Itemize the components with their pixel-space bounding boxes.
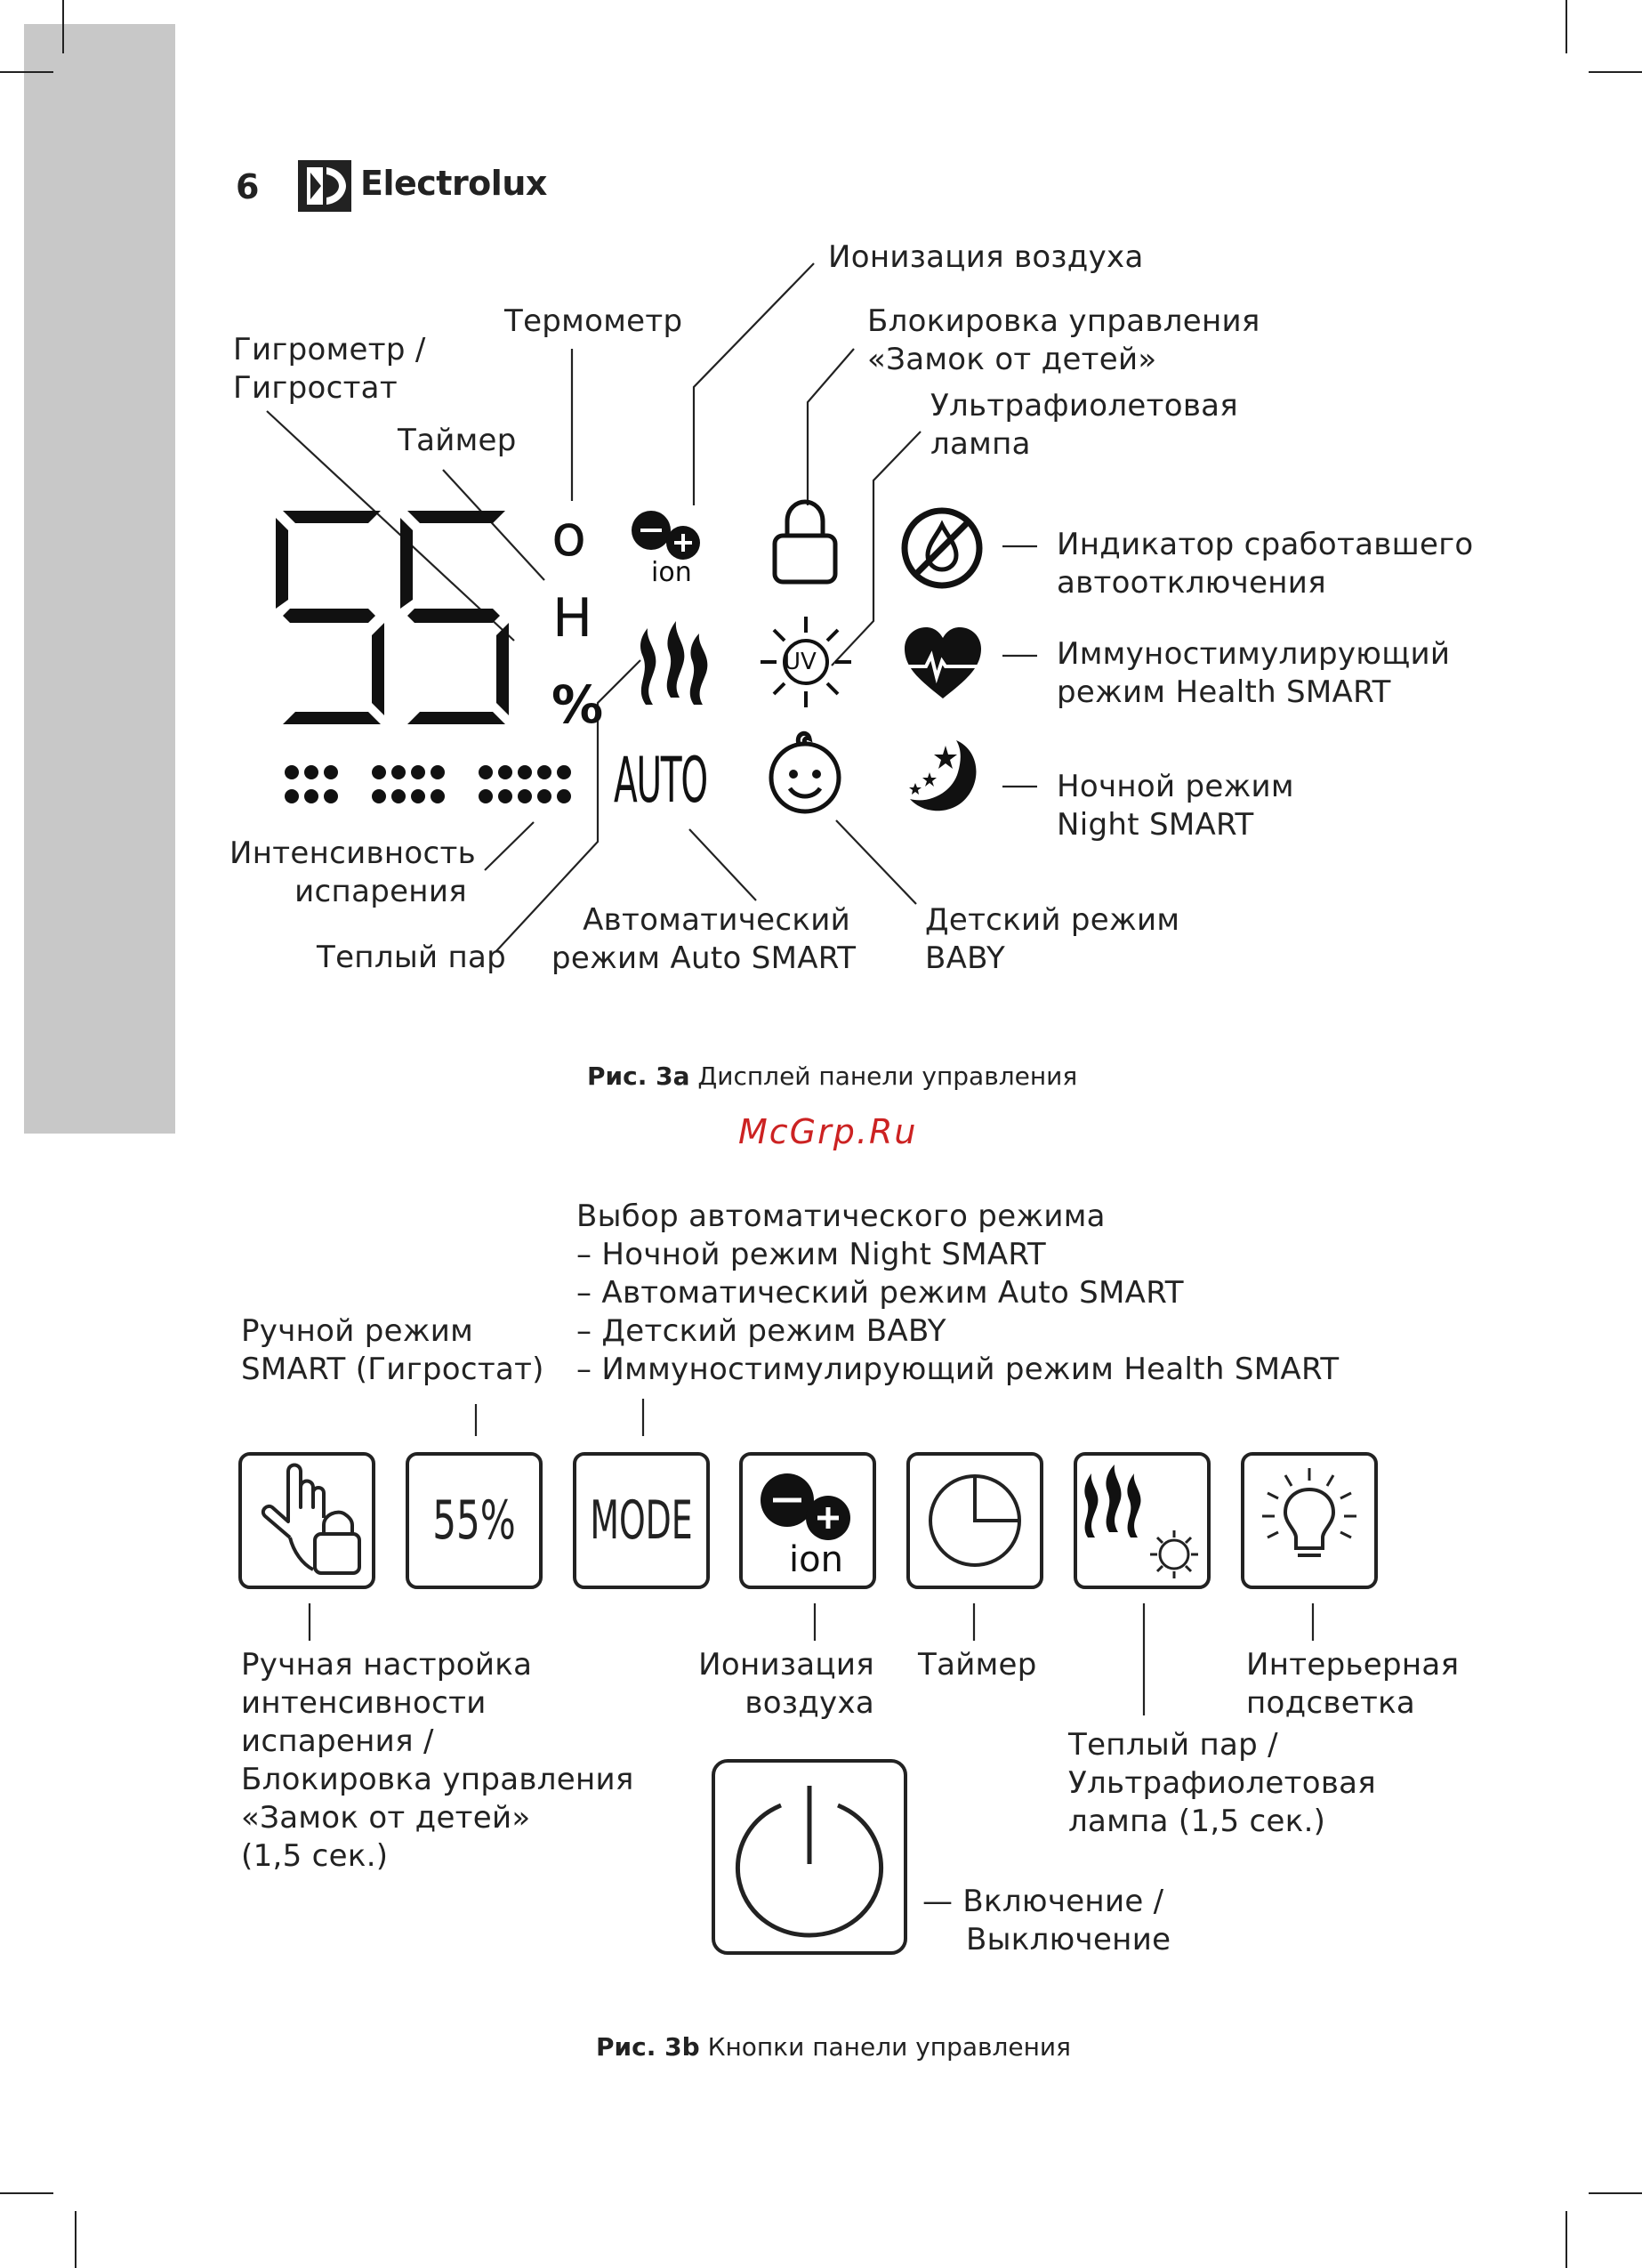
label-auto-off: Индикатор сработавшего автоотключения [1057, 527, 1474, 601]
steam-sun-icon [1074, 1452, 1211, 1589]
hand-lock-icon [238, 1452, 375, 1589]
brand-name: Electrolux [360, 164, 547, 203]
light-button[interactable] [1241, 1452, 1378, 1589]
label-baby: Детский режим BABY [925, 902, 1180, 976]
label-light: Интерьерная подсветка [1246, 1647, 1460, 1721]
label-timer: Таймер [398, 423, 517, 458]
lcd-unit-degree: o [551, 504, 587, 569]
manual-lock-button[interactable] [238, 1452, 375, 1589]
label-ionization: Ионизация воздуха [828, 239, 1144, 275]
label-health: Иммуностимулирующий режим Health SMART [1057, 636, 1451, 710]
label-manual-setting: Ручная настройка интенсивности испарения / Блокировка управления «Замок от детей» (1,5 сек.) [241, 1647, 634, 1874]
label-warm-uv: Теплый пар / Ультрафиолетовая лампа (1,5 сек.) [1068, 1727, 1377, 1839]
ion-button[interactable] [739, 1452, 876, 1589]
fig3a-caption: Рис. 3a Дисплей панели управления [587, 1061, 1078, 1091]
label-thermometer: Термометр [504, 303, 683, 339]
lcd-auto: AUTO [614, 744, 707, 817]
power-button[interactable] [712, 1759, 907, 1955]
label-power: — Включение / Выключение [922, 1884, 1171, 1957]
label-mode-select: Выбор автоматического режима – Ночной режим Night SMART – Автоматический режим Auto SMART – Детский режим BABY – Иммуностимулирующий режим Health SMART [576, 1199, 1340, 1387]
label-lock: Блокировка управления «Замок от детей» [867, 303, 1260, 377]
ion-display-label: ion [651, 557, 692, 588]
page-number: 6 [236, 167, 260, 206]
ion-button-label: ion [789, 1539, 843, 1580]
warm-uv-button[interactable] [1074, 1452, 1211, 1589]
timer-button[interactable] [906, 1452, 1043, 1589]
label-manual: Ручной режим SMART (Гигростат) [241, 1313, 544, 1387]
fig3b-caption: Рис. 3b Кнопки панели управления [596, 2032, 1071, 2062]
light-bulb-icon [1241, 1452, 1378, 1589]
lcd-unit-percent: % [551, 674, 604, 735]
label-auto-mode: Автоматический режим Auto SMART [551, 902, 857, 976]
label-timer-btn: Таймер [918, 1647, 1037, 1683]
label-night: Ночной режим Night SMART [1057, 769, 1294, 843]
mode-button[interactable]: MODE [573, 1452, 710, 1589]
power-icon [712, 1759, 907, 1955]
uv-sun-label: UV [784, 649, 817, 675]
label-ionization-btn: Ионизация воздуха [698, 1647, 874, 1721]
watermark: McGrp.Ru [738, 1112, 918, 1151]
clock-icon [906, 1452, 1043, 1589]
lcd-unit-hour: H [552, 587, 593, 650]
label-uv-lamp: Ультрафиолетовая лампа [930, 388, 1239, 462]
label-intensity: Интенсивность испарения [229, 835, 476, 909]
label-hygrometer: Гигрометр / Гигростат [233, 332, 426, 406]
humidity-55-button[interactable]: 55% [406, 1452, 543, 1589]
label-warm-steam: Теплый пар [317, 940, 507, 975]
